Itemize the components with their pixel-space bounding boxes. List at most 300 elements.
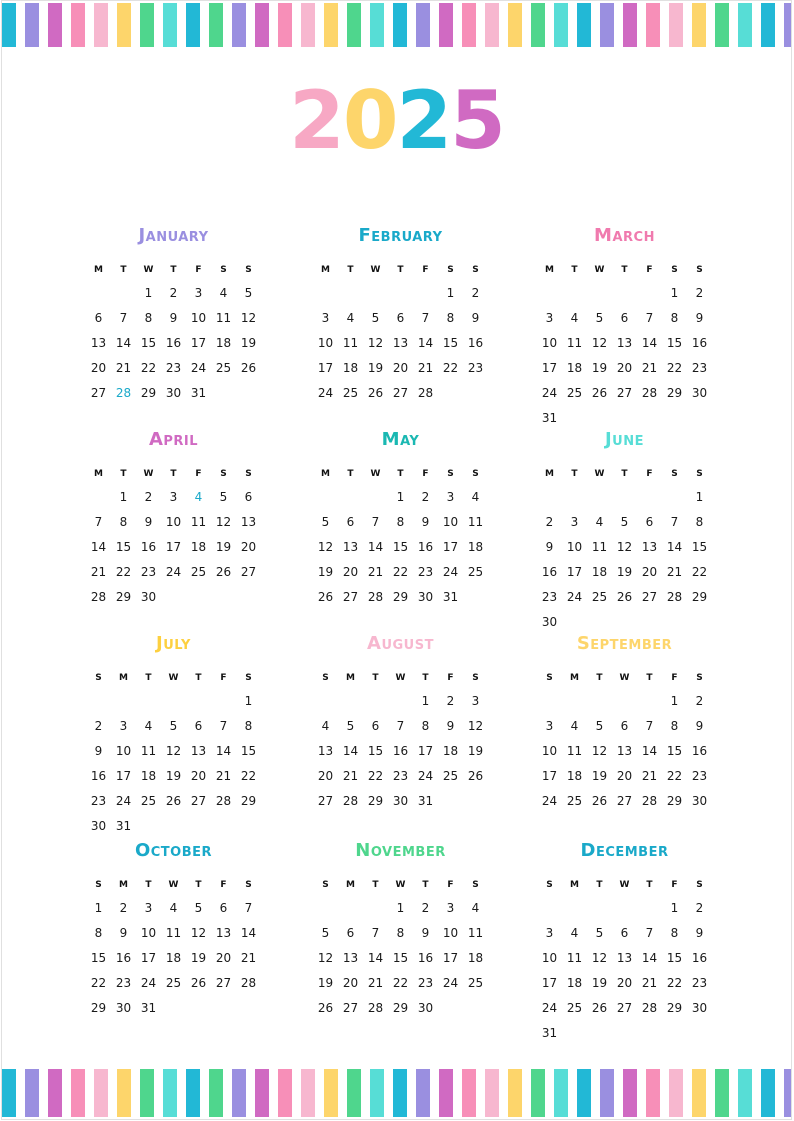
- weekday-label: S: [245, 469, 252, 479]
- month-title: October: [134, 840, 213, 861]
- day-cell: 27: [616, 1001, 633, 1015]
- day-cell: 18: [342, 361, 359, 375]
- stripe: [370, 1069, 384, 1117]
- day-cell: 15: [442, 336, 459, 350]
- day-cell: 18: [467, 540, 484, 554]
- stripe: [692, 3, 706, 47]
- day-cell: 25: [467, 976, 484, 990]
- stripe: [140, 3, 154, 47]
- stripe: [577, 1069, 591, 1117]
- week-row: [86, 789, 261, 814]
- day-cell: 4: [471, 901, 480, 915]
- day-cell: 5: [620, 515, 629, 529]
- weekday-label: T: [170, 265, 177, 275]
- day-cell: 11: [591, 540, 608, 554]
- week-row: [86, 306, 261, 331]
- day-cell: 19: [367, 361, 384, 375]
- weekday-label: T: [145, 880, 152, 890]
- weekday-label: W: [370, 469, 381, 479]
- week-row: [313, 510, 488, 535]
- day-cell: 7: [421, 311, 430, 325]
- day-cell: 13: [190, 744, 207, 758]
- day-cell: 18: [591, 565, 608, 579]
- day-cell: 22: [666, 361, 683, 375]
- empty-day-cell: [413, 281, 438, 306]
- month-title: May: [381, 429, 420, 450]
- day-cell: 25: [467, 565, 484, 579]
- stripe: [692, 1069, 706, 1117]
- weekday-label: M: [94, 469, 103, 479]
- week-row: [537, 789, 712, 814]
- day-cell: 26: [367, 386, 384, 400]
- stripe: [140, 1069, 154, 1117]
- day-cell: 4: [346, 311, 355, 325]
- empty-day-cell: [313, 689, 338, 714]
- stripe: [600, 1069, 614, 1117]
- week-row: [537, 1021, 712, 1046]
- day-cell: 17: [566, 565, 583, 579]
- stripe: [761, 1069, 775, 1117]
- day-cell: 14: [342, 744, 359, 758]
- day-cell: 29: [666, 386, 683, 400]
- day-cell: 10: [115, 744, 132, 758]
- day-cell: 8: [144, 311, 153, 325]
- day-cell: 5: [595, 719, 604, 733]
- weekday-header: [313, 874, 488, 896]
- day-cell: 2: [695, 901, 704, 915]
- day-cell: 19: [317, 565, 334, 579]
- day-cell: 26: [317, 1001, 334, 1015]
- day-cell: 15: [691, 540, 708, 554]
- stripe: [623, 3, 637, 47]
- day-cell: 27: [317, 794, 334, 808]
- day-cell: 5: [371, 311, 380, 325]
- day-cell: 13: [342, 951, 359, 965]
- stripe: [94, 3, 108, 47]
- day-cell: 25: [140, 794, 157, 808]
- day-cell: 20: [616, 361, 633, 375]
- day-cell: 9: [545, 540, 554, 554]
- day-cell: 2: [695, 286, 704, 300]
- empty-day-cell: [211, 381, 236, 406]
- day-cell: 1: [695, 490, 704, 504]
- day-cell: 21: [641, 361, 658, 375]
- day-cell: 20: [616, 976, 633, 990]
- week-row: [313, 585, 488, 610]
- empty-day-cell: [587, 406, 612, 431]
- day-cell: 13: [616, 744, 633, 758]
- week-row: [313, 331, 488, 356]
- day-cell: 14: [641, 951, 658, 965]
- stripe: [2, 3, 16, 47]
- day-cell: 3: [570, 515, 579, 529]
- empty-day-cell: [161, 814, 186, 839]
- empty-day-cell: [612, 896, 637, 921]
- month-grid: [313, 259, 488, 406]
- day-cell: 6: [620, 311, 629, 325]
- day-cell: 23: [691, 361, 708, 375]
- day-cell: 8: [670, 719, 679, 733]
- day-cell: 3: [194, 286, 203, 300]
- day-cell: 20: [641, 565, 658, 579]
- calendar-page: [1, 0, 792, 1120]
- day-cell: 4: [144, 719, 153, 733]
- year-digit: 0: [342, 74, 397, 167]
- weekday-label: W: [168, 880, 179, 890]
- weekday-label: F: [671, 673, 678, 683]
- week-row: [86, 921, 261, 946]
- day-cell: 10: [566, 540, 583, 554]
- empty-day-cell: [211, 689, 236, 714]
- day-cell: 14: [90, 540, 107, 554]
- day-cell: 23: [417, 565, 434, 579]
- month-grid: [537, 259, 712, 431]
- day-cell: 3: [119, 719, 128, 733]
- day-cell: 22: [140, 361, 157, 375]
- day-cell: 23: [90, 794, 107, 808]
- day-cell: 20: [342, 976, 359, 990]
- weekday-label: S: [546, 673, 553, 683]
- empty-day-cell: [161, 996, 186, 1021]
- stripe: [416, 3, 430, 47]
- day-cell: 3: [545, 926, 554, 940]
- day-cell: 3: [169, 490, 178, 504]
- day-cell: 28: [417, 386, 434, 400]
- day-cell: 28: [115, 386, 132, 400]
- week-row: [313, 306, 488, 331]
- day-cell: 12: [616, 540, 633, 554]
- day-cell: 7: [645, 926, 654, 940]
- day-cell: 14: [240, 926, 257, 940]
- stripe: [301, 3, 315, 47]
- day-cell: 6: [94, 311, 103, 325]
- day-cell: 26: [240, 361, 257, 375]
- stripe: [531, 1069, 545, 1117]
- week-row: [313, 689, 488, 714]
- day-cell: 8: [396, 515, 405, 529]
- weekday-label: S: [696, 880, 703, 890]
- day-cell: 21: [215, 769, 232, 783]
- day-cell: 28: [641, 386, 658, 400]
- week-row: [537, 281, 712, 306]
- weekday-label: W: [395, 880, 406, 890]
- day-cell: 26: [591, 386, 608, 400]
- week-row: [86, 356, 261, 381]
- day-cell: 16: [541, 565, 558, 579]
- weekday-label: T: [372, 673, 379, 683]
- day-cell: 31: [190, 386, 207, 400]
- day-cell: 22: [392, 976, 409, 990]
- day-cell: 18: [566, 976, 583, 990]
- month-title: August: [367, 633, 434, 654]
- day-cell: 26: [591, 1001, 608, 1015]
- week-row: [86, 971, 261, 996]
- week-row: [537, 946, 712, 971]
- day-cell: 5: [169, 719, 178, 733]
- day-cell: 29: [240, 794, 257, 808]
- day-cell: 22: [392, 565, 409, 579]
- day-cell: 2: [695, 694, 704, 708]
- day-cell: 24: [541, 1001, 558, 1015]
- weekday-label: W: [594, 469, 605, 479]
- day-cell: 28: [641, 794, 658, 808]
- day-cell: 24: [165, 565, 182, 579]
- day-cell: 26: [467, 769, 484, 783]
- stripe: [416, 1069, 430, 1117]
- empty-day-cell: [587, 485, 612, 510]
- day-cell: 16: [691, 951, 708, 965]
- day-cell: 13: [616, 951, 633, 965]
- day-cell: 4: [194, 490, 203, 504]
- weekday-label: T: [646, 880, 653, 890]
- day-cell: 20: [240, 540, 257, 554]
- week-row: [537, 535, 712, 560]
- weekday-label: S: [95, 673, 102, 683]
- day-cell: 7: [119, 311, 128, 325]
- day-cell: 15: [115, 540, 132, 554]
- day-cell: 8: [244, 719, 253, 733]
- week-row: [313, 921, 488, 946]
- empty-day-cell: [587, 281, 612, 306]
- week-row: [537, 485, 712, 510]
- day-cell: 7: [645, 719, 654, 733]
- day-cell: 6: [219, 901, 228, 915]
- day-cell: 8: [695, 515, 704, 529]
- empty-day-cell: [211, 996, 236, 1021]
- day-cell: 11: [165, 926, 182, 940]
- empty-day-cell: [662, 485, 687, 510]
- day-cell: 8: [446, 311, 455, 325]
- day-cell: 26: [317, 590, 334, 604]
- week-row: [537, 689, 712, 714]
- week-row: [537, 585, 712, 610]
- day-cell: 19: [190, 951, 207, 965]
- day-cell: 14: [215, 744, 232, 758]
- day-cell: 27: [240, 565, 257, 579]
- stripe: [784, 3, 791, 47]
- day-cell: 25: [342, 386, 359, 400]
- day-cell: 5: [244, 286, 253, 300]
- day-cell: 30: [691, 1001, 708, 1015]
- stripe: [531, 3, 545, 47]
- week-row: [313, 535, 488, 560]
- day-cell: 8: [396, 926, 405, 940]
- day-cell: 6: [620, 719, 629, 733]
- empty-day-cell: [662, 406, 687, 431]
- empty-day-cell: [662, 610, 687, 635]
- weekday-label: S: [245, 673, 252, 683]
- day-cell: 30: [417, 590, 434, 604]
- day-cell: 21: [641, 976, 658, 990]
- weekday-header: [313, 667, 488, 689]
- weekday-label: F: [447, 880, 454, 890]
- weekday-label: S: [220, 469, 227, 479]
- day-cell: 14: [641, 744, 658, 758]
- weekday-label: S: [472, 880, 479, 890]
- day-cell: 16: [691, 336, 708, 350]
- day-cell: 19: [215, 540, 232, 554]
- day-cell: 17: [165, 540, 182, 554]
- day-cell: 12: [467, 719, 484, 733]
- day-cell: 19: [467, 744, 484, 758]
- empty-day-cell: [463, 585, 488, 610]
- day-cell: 21: [641, 769, 658, 783]
- weekday-label: F: [195, 469, 202, 479]
- week-row: [313, 971, 488, 996]
- month-title: September: [576, 633, 673, 654]
- day-cell: 9: [169, 311, 178, 325]
- empty-day-cell: [587, 896, 612, 921]
- empty-day-cell: [562, 610, 587, 635]
- day-cell: 15: [666, 336, 683, 350]
- day-cell: 7: [670, 515, 679, 529]
- week-row: [86, 996, 261, 1021]
- weekday-label: M: [570, 880, 579, 890]
- day-cell: 12: [190, 926, 207, 940]
- week-row: [537, 306, 712, 331]
- day-cell: 21: [240, 951, 257, 965]
- day-cell: 8: [670, 311, 679, 325]
- weekday-label: S: [447, 265, 454, 275]
- day-cell: 11: [215, 311, 232, 325]
- week-row: [86, 946, 261, 971]
- weekday-label: T: [170, 469, 177, 479]
- empty-day-cell: [537, 485, 562, 510]
- weekday-label: W: [594, 265, 605, 275]
- day-cell: 23: [417, 976, 434, 990]
- day-cell: 9: [471, 311, 480, 325]
- week-row: [537, 764, 712, 789]
- day-cell: 28: [90, 590, 107, 604]
- day-cell: 5: [219, 490, 228, 504]
- week-row: [313, 356, 488, 381]
- month-grid: [86, 874, 261, 1021]
- stripe: [738, 1069, 752, 1117]
- week-row: [313, 789, 488, 814]
- day-cell: 7: [396, 719, 405, 733]
- stripe: [2, 1069, 16, 1117]
- weekday-label: T: [571, 265, 578, 275]
- day-cell: 28: [342, 794, 359, 808]
- day-cell: 3: [446, 901, 455, 915]
- day-cell: 15: [90, 951, 107, 965]
- stripe: [232, 1069, 246, 1117]
- day-cell: 5: [321, 515, 330, 529]
- day-cell: 22: [691, 565, 708, 579]
- weekday-label: M: [119, 673, 128, 683]
- day-cell: 16: [392, 744, 409, 758]
- day-cell: 28: [215, 794, 232, 808]
- stripe: [669, 3, 683, 47]
- day-cell: 6: [346, 515, 355, 529]
- month-title: January: [138, 225, 209, 246]
- day-cell: 10: [190, 311, 207, 325]
- day-cell: 18: [215, 336, 232, 350]
- day-cell: 10: [442, 926, 459, 940]
- empty-day-cell: [161, 585, 186, 610]
- empty-day-cell: [211, 585, 236, 610]
- weekday-label: T: [372, 880, 379, 890]
- day-cell: 15: [140, 336, 157, 350]
- day-cell: 26: [165, 794, 182, 808]
- day-cell: 22: [240, 769, 257, 783]
- empty-day-cell: [637, 689, 662, 714]
- weekday-label: M: [119, 880, 128, 890]
- stripe: [554, 3, 568, 47]
- week-row: [537, 971, 712, 996]
- weekday-label: W: [168, 673, 179, 683]
- weekday-label: M: [321, 265, 330, 275]
- day-cell: 25: [442, 769, 459, 783]
- day-cell: 26: [591, 794, 608, 808]
- week-row: [313, 560, 488, 585]
- empty-day-cell: [537, 689, 562, 714]
- empty-day-cell: [236, 381, 261, 406]
- day-cell: 9: [119, 926, 128, 940]
- week-row: [86, 585, 261, 610]
- weekday-label: M: [346, 880, 355, 890]
- weekday-label: F: [646, 469, 653, 479]
- year-digit: 5: [450, 74, 504, 167]
- day-cell: 7: [219, 719, 228, 733]
- weekday-header: [537, 463, 712, 485]
- stripe: [439, 3, 453, 47]
- day-cell: 29: [666, 1001, 683, 1015]
- month-title: July: [156, 633, 191, 654]
- day-cell: 12: [591, 744, 608, 758]
- day-cell: 11: [566, 744, 583, 758]
- day-cell: 18: [140, 769, 157, 783]
- day-cell: 3: [321, 311, 330, 325]
- empty-day-cell: [363, 485, 388, 510]
- empty-day-cell: [236, 996, 261, 1021]
- week-row: [537, 996, 712, 1021]
- weekday-header: [537, 667, 712, 689]
- day-cell: 17: [115, 769, 132, 783]
- week-row: [313, 739, 488, 764]
- empty-day-cell: [236, 814, 261, 839]
- weekday-label: T: [347, 265, 354, 275]
- day-cell: 11: [566, 336, 583, 350]
- empty-day-cell: [637, 406, 662, 431]
- weekday-label: S: [546, 880, 553, 890]
- day-cell: 20: [215, 951, 232, 965]
- stripe: [439, 1069, 453, 1117]
- empty-day-cell: [313, 485, 338, 510]
- day-cell: 28: [367, 590, 384, 604]
- empty-day-cell: [637, 610, 662, 635]
- week-row: [537, 921, 712, 946]
- stripe: [485, 3, 499, 47]
- empty-day-cell: [537, 281, 562, 306]
- day-cell: 25: [591, 590, 608, 604]
- month-grid: [86, 463, 261, 610]
- stripe: [301, 1069, 315, 1117]
- empty-day-cell: [612, 281, 637, 306]
- week-row: [86, 535, 261, 560]
- day-cell: 13: [240, 515, 257, 529]
- day-cell: 30: [90, 819, 107, 833]
- day-cell: 6: [396, 311, 405, 325]
- day-cell: 23: [691, 976, 708, 990]
- weekday-label: W: [395, 673, 406, 683]
- day-cell: 3: [144, 901, 153, 915]
- day-cell: 19: [165, 769, 182, 783]
- day-cell: 3: [545, 719, 554, 733]
- weekday-label: W: [143, 265, 154, 275]
- day-cell: 31: [417, 794, 434, 808]
- empty-day-cell: [186, 585, 211, 610]
